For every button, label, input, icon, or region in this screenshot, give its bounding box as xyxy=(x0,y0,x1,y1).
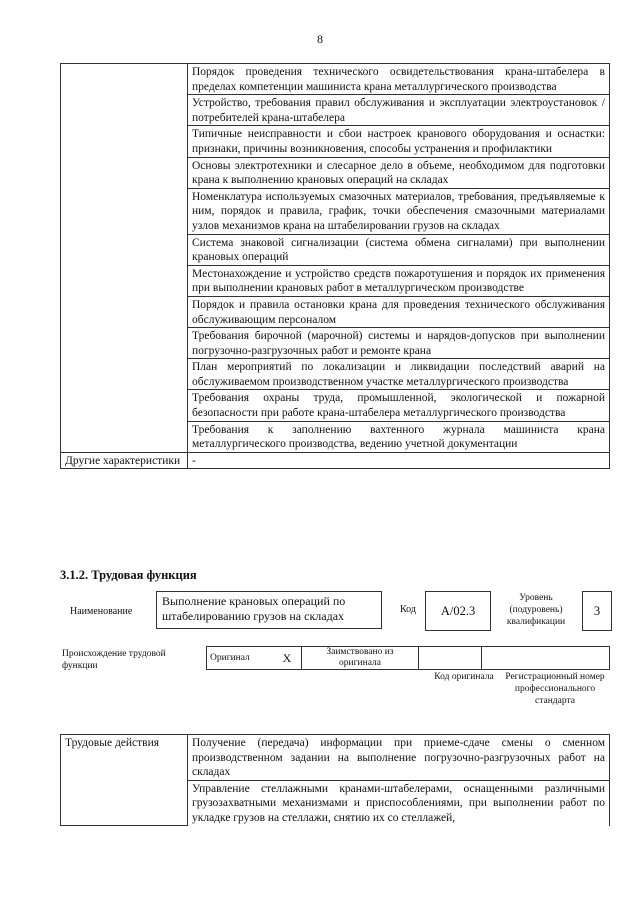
qualification-level-value: 3 xyxy=(582,591,612,631)
labor-action-item: Управление стеллажными кранами-штабелерами, оснащенными различными грузозахватными механизмами и приспособлениями, при выполнении работ по укладке грузов на стеллажи, снятию их со стеллажей, xyxy=(188,780,610,825)
knowledge-item: Местонахождение и устройство средств пожаротушения и порядок их применения при выполнении крановых работ в металлургическом производстве xyxy=(188,265,610,296)
table-row xyxy=(61,64,610,95)
origin-table xyxy=(206,646,610,670)
labor-action-item: Получение (передача) информации при приеме-сдаче смены о сменном производственном задании на выполнение погрузочно-разгрузочных работ на складах xyxy=(188,735,610,781)
origin-code-caption: Код оригинала xyxy=(434,672,494,682)
function-name-value: Выполнение крановых операций по штабелированию грузов на складах xyxy=(156,591,382,629)
table-row xyxy=(61,452,610,469)
knowledge-item: Порядок проведения технического освидетельствования крана-штабелера в пределах компетенции машиниста крана металлургического производства xyxy=(188,64,610,95)
page-number: 8 xyxy=(317,32,323,46)
origin-label: Происхождение трудовой функции xyxy=(62,649,166,671)
function-code-label: Код xyxy=(400,604,416,615)
knowledge-item: План мероприятий по локализации и ликвидации последствий аварий на обслуживаемом производственном участке металлургического производства xyxy=(188,359,610,390)
origin-code-cell xyxy=(419,647,482,670)
knowledge-item: Номенклатура используемых смазочных материалов, требования, предъявляемые к ним, порядок и правила, график, точки обеспечения смазочными материалами узлов механизмов крана на штабелировании грузов на складах xyxy=(188,188,610,234)
knowledge-item: Типичные неисправности и сбои настроек кранового оборудования и оснастки: признаки, причины возникновения, способы устранения и профилактики xyxy=(188,126,610,157)
table-row xyxy=(207,647,610,670)
knowledge-item: Система знаковой сигнализации (система обмена сигналами) при выполнении крановых операций xyxy=(188,234,610,265)
borrowed-label: Заимствовано из оригинала xyxy=(302,647,419,670)
knowledge-item: Основы электротехники и слесарное дело в объеме, необходимом для подготовки крана к выполнению крановых операций на складах xyxy=(188,157,610,188)
labor-actions-table xyxy=(60,734,610,826)
knowledge-item: Устройство, требования правил обслуживания и эксплуатации электроустановок / потребителей крана-штабелера xyxy=(188,95,610,126)
other-characteristics-value: - xyxy=(188,452,610,469)
knowledge-table xyxy=(60,63,610,469)
qualification-level-label: Уровень (подуровень) квалификации xyxy=(506,593,566,627)
registration-number-caption: Регистрационный номер профессионального стандарта xyxy=(505,672,605,706)
function-code-value: A/02.3 xyxy=(425,591,491,631)
origin-reg-cell xyxy=(482,647,610,670)
function-name-label: Наименование xyxy=(70,606,133,617)
original-mark: X xyxy=(273,647,302,670)
knowledge-item: Порядок и правила остановки крана для проведения технического обслуживания обслуживающим персоналом xyxy=(188,296,610,327)
section-title: 3.1.2. Трудовая функция xyxy=(60,568,197,582)
knowledge-item: Требования охраны труда, промышленной, экологической и пожарной безопасности при работе крана-штабелера металлургического производства xyxy=(188,390,610,421)
empty-label-cell xyxy=(61,64,188,453)
labor-actions-label: Трудовые действия xyxy=(61,735,188,826)
knowledge-item: Требования бирочной (марочной) системы и нарядов-допусков при выполнении погрузочно-разгрузочных работ и ремонте крана xyxy=(188,328,610,359)
original-label: Оригинал xyxy=(207,647,274,670)
table-row xyxy=(61,735,610,781)
knowledge-item: Требования к заполнению вахтенного журнала машиниста крана металлургического производства, ведению учетной документации xyxy=(188,421,610,452)
other-characteristics-label: Другие характеристики xyxy=(61,452,188,469)
